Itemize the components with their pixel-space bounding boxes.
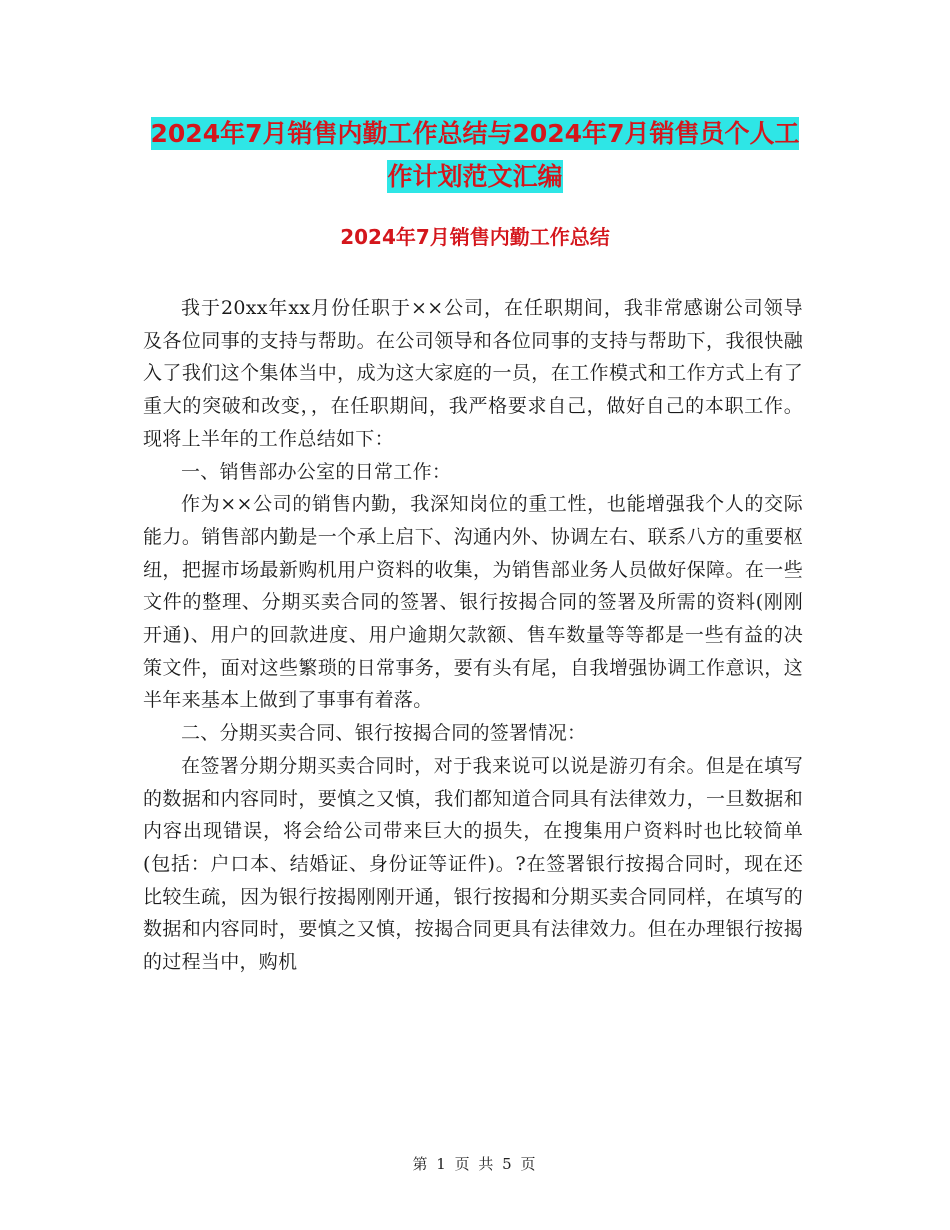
paragraph-office-work: 作为××公司的销售内勤，我深知岗位的重工性，也能增强我个人的交际能力。销售部内勤是一个承上启下、沟通内外、协调左右、联系八方的重要枢纽，把握市场最新购机用户资料的收集，为销售部业务人员做好保障。在一些文件的整理、分期买卖合同的签署、银行按揭合同的签署及所需的资料(刚刚开通)、用户的回款进度、用户逾期欠款额、售车数量等等都是一些有益的决策文件，面对这些繁琐的日常事务，要有头有尾，自我增强协调工作意识，这半年来基本上做到了事事有着落。 [143,493,803,712]
paragraph-contracts: 在签署分期分期买卖合同时，对于我来说可以说是游刃有余。但是在填写的数据和内容同时，要慎之又慎，我们都知道合同具有法律效力，一旦数据和内容出现错误，将会给公司带来巨大的损失，在搜集用户资料时也比较简单(包括：户口本、结婚证、身份证等证件)。?在签署银行按揭合同时，现在还比较生疏，因为银行按揭刚刚开通，银行按揭和分期买卖合同同样，在填写的数据和内容同时，要慎之又慎，按揭合同更具有法律效力。但在办理银行按揭的过程当中，购机 [143,754,803,974]
paragraph-heading-2: 二、分期买卖合同、银行按揭合同的签署情况： [181,722,587,745]
paragraph-heading-1: 一、销售部办公室的日常工作： [181,460,452,483]
document-body [143,292,803,979]
document-title-highlight: 2024年7月销售内勤工作总结与2024年7月销售员个人工作计划范文汇编 [150,119,800,191]
document-title [140,112,810,198]
page-footer: 第 1 页 共 5 页 [412,1155,538,1173]
paragraph-intro: 我于20xx年xx月份任职于××公司，在任职期间，我非常感谢公司领导及各位同事的支持与帮助。在公司领导和各位同事的支持与帮助下，我很快融入了我们这个集体当中，成为这大家庭的一员，在工作模式和工作方式上有了重大的突破和改变，，在任职期间，我严格要求自己，做好自己的本职工作。现将上半年的工作总结如下： [143,297,803,450]
section-title: 2024年7月销售内勤工作总结 [340,225,610,249]
